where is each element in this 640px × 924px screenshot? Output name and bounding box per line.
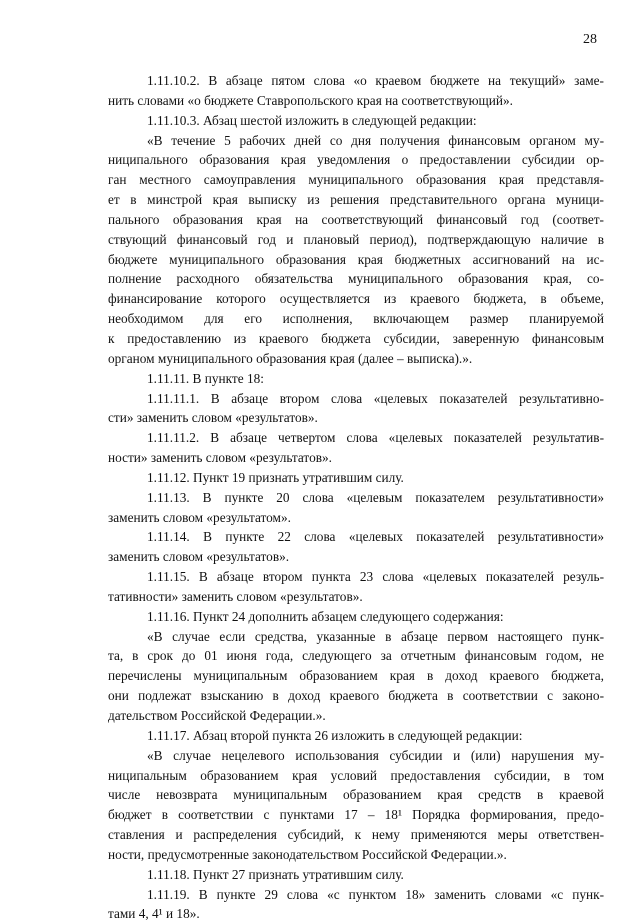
- text-line: «В случае нецелевого использования субсидии и (или) нарушения му-: [147, 747, 604, 763]
- text-line: 1.11.16. Пункт 24 дополнить абзацем следующего содержания:: [147, 608, 504, 624]
- text-line: бюджет в соответствии с пунктами 17 – 18¹ Порядка формирования, предо-: [108, 807, 604, 823]
- text-line: ниципальным образованием края условий предоставления субсидии, в том: [108, 767, 604, 783]
- text-line: 1.11.17. Абзац второй пункта 26 изложить в следующей редакции:: [147, 727, 523, 743]
- text-line: «В течение 5 рабочих дней со дня получения финансовым органом му-: [147, 132, 604, 148]
- text-line: перечислены муниципальным образованием края в доход краевого бюджета,: [108, 668, 604, 684]
- text-line: к предоставлению из краевого бюджета субсидии, заверенную финансовым: [108, 330, 604, 346]
- text-line: 1.11.11. В пункте 18:: [147, 370, 264, 386]
- text-line: пального образования края на соответствующий финансовый год (соответ-: [108, 211, 604, 227]
- text-line: ности, предусмотренные законодательством Российской Федерации.».: [108, 846, 507, 862]
- text-line: ствующий финансовый год и плановый период), подтверждающую наличие в: [108, 231, 604, 247]
- text-line: ставления и распределения субсидий, к нему применяются меры ответствен-: [108, 827, 604, 843]
- text-line: 1.11.10.3. Абзац шестой изложить в следующей редакции:: [147, 112, 477, 128]
- document-body: [108, 71, 604, 924]
- text-line: сти» заменить словом «результатов».: [108, 410, 318, 426]
- text-line: ет в минстрой края выписку из решения представительного органа муници-: [108, 192, 604, 208]
- text-line: они подлежат взысканию в доход краевого бюджета в соответствии с законо-: [108, 688, 604, 704]
- text-line: органом муниципального образования края (далее – выписка).».: [108, 350, 473, 366]
- text-line: дательством Российской Федерации.».: [108, 708, 326, 723]
- text-line: 1.11.15. В абзаце втором пункта 23 слова «целевых показателей резуль-: [147, 569, 604, 585]
- text-line: заменить словом «результатов».: [108, 549, 290, 565]
- text-line: 1.11.11.2. В абзаце четвертом слова «целевых показателей результатив-: [147, 430, 604, 446]
- text-line: 1.11.18. Пункт 27 признать утратившим силу.: [147, 866, 404, 882]
- text-line: числе невозврата муниципальным образованием края средств в краевой: [108, 787, 604, 803]
- text-line: нить словами «о бюджете Ставропольского края на соответствующий».: [108, 92, 513, 108]
- page-number: 28: [583, 32, 597, 47]
- text-line: ган местного самоуправления муниципального образования края представля-: [108, 172, 604, 188]
- text-line: ности» заменить словом «результатов».: [108, 450, 332, 466]
- text-line: «В случае если средства, указанные в абзаце первом настоящего пунк-: [147, 628, 604, 644]
- text-line: та, в срок до 01 июня года, следующего за отчетным финансовым годом, не: [108, 648, 604, 664]
- text-line: тативности» заменить словом «результатов».: [108, 588, 363, 604]
- text-line: 1.11.11.1. В абзаце втором слова «целевых показателей результативно-: [147, 390, 604, 406]
- text-line: необходимом для его исполнения, включающем размер планируемой: [108, 311, 604, 327]
- text-line: заменить словом «результатом».: [108, 509, 291, 525]
- text-line: тами 4, 4¹ и 18».: [108, 906, 200, 922]
- text-line: ниципального образования края уведомления о предоставлении субсидии ор-: [108, 152, 604, 168]
- text-line: бюджете муниципального образования края бюджетных ассигнований на ис-: [108, 251, 604, 267]
- text-line: полнение расходного обязательства муниципального образования края, со-: [108, 271, 604, 287]
- text-line: 1.11.12. Пункт 19 признать утратившим силу.: [147, 469, 404, 485]
- text-line: финансирование которого осуществляется из краевого бюджета, в объеме,: [108, 291, 604, 307]
- text-line: 1.11.19. В пункте 29 слова «с пунктом 18» заменить словами «с пунк-: [147, 886, 604, 902]
- text-line: 1.11.13. В пункте 20 слова «целевым показателем результативности»: [147, 489, 604, 505]
- text-line: 1.11.14. В пункте 22 слова «целевых показателей результативности»: [147, 529, 604, 545]
- text-line: 1.11.10.2. В абзаце пятом слова «о краевом бюджете на текущий» заме-: [147, 73, 604, 88]
